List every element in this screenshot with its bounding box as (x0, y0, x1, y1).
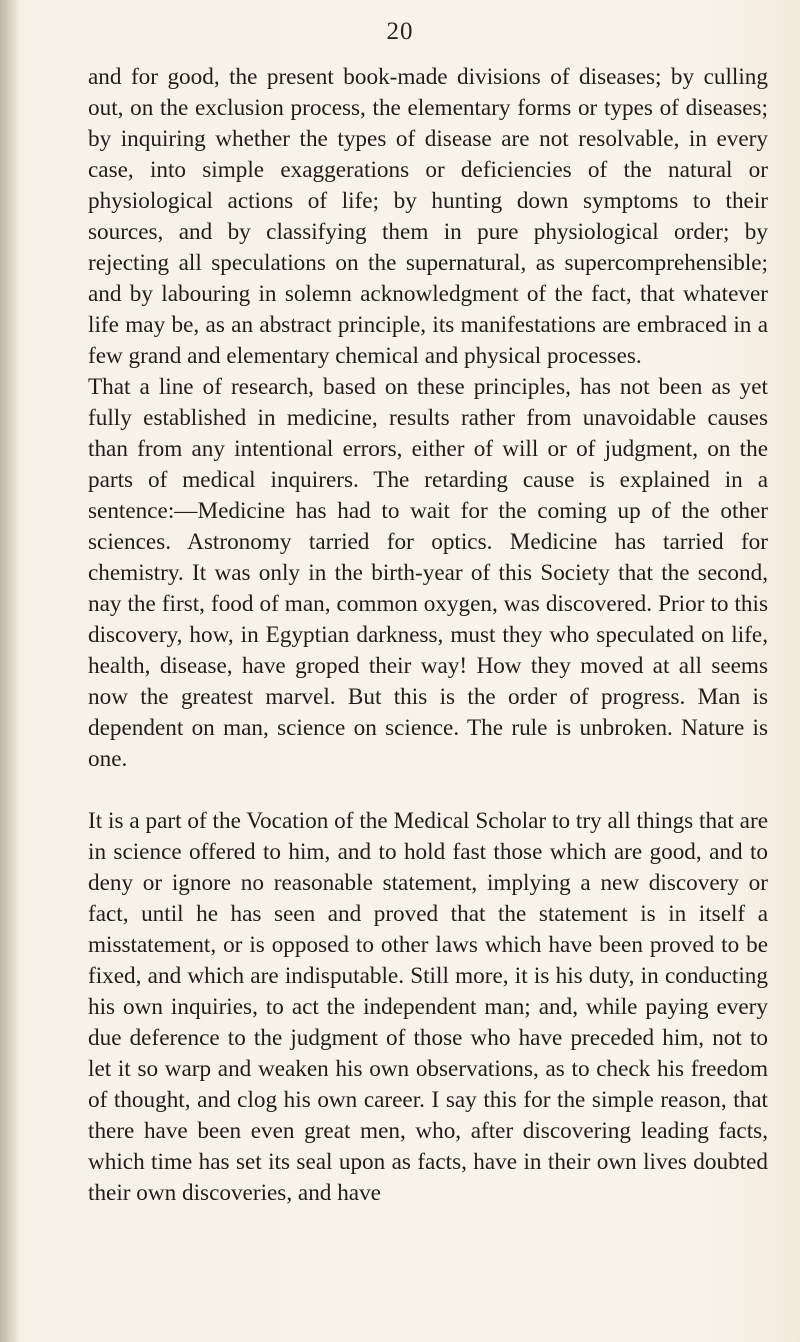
paragraph-vocation: It is a part of the Vocation of the Medical Scholar to try all things that are in science offered to him, and to hold fast those which are good, and to deny or ignore no reasonable statement, implying a new discovery or fact, until he has seen and proved that the statement is in itself a misstatement, or is opposed to other laws which have been proved to be fixed, and which are indisputable. Still more, it is his duty, in conducting his own inquiries, to act the independent man; and, while paying every due deference to the judgment of those who have preceded him, not to let it so warp and weaken his own observations, as to check his freedom of thought, and clog his own career. I say this for the simple reason, that there have been even great men, who, after discovering leading facts, which time has set its seal upon as facts, have in their own lives doubted their own discoveries, and have (88, 808, 768, 1206)
paragraph-continuation: and for good, the present book-made divisions of diseases; by culling out, on the exclusion process, the elementary forms or types of diseases; by inquiring whether the types of disease are not resolvable, in every case, into simple exaggerations or deficiencies of the natural or physiological actions of life; by hunting down symptoms to their sources, and by classifying them in pure physiological order; by rejecting all speculations on the supernatural, as supercomprehensible; and by labouring in solemn acknowledgment of the fact, that whatever life may be, as an abstract principle, its manifestations are embraced in a few grand and elementary chemical and physical processes. (88, 64, 768, 369)
paragraph-retarding-cause: That a line of research, based on these principles, has not been as yet fully established in medicine, results rather from unavoidable causes than from any intentional errors, either of will or of judgment, on the parts of medical inquirers. The retarding cause is explained in a sentence:—Medicine has had to wait for the coming up of the other sciences. Astronomy tarried for optics. Medicine has tarried for chemistry. It was only in the birth-year of this Society that the second, nay the first, food of man, common oxygen, was discovered. Prior to this discovery, how, in Egyptian darkness, must they who speculated on life, health, disease, have groped their way! How they moved at all seems now the greatest marvel. But this is the order of progress. Man is dependent on man, science on science. The rule is unbroken. Nature is one. (88, 374, 768, 772)
body-text (88, 62, 768, 1209)
page-number: 20 (386, 18, 414, 45)
section-gap (88, 775, 768, 806)
spine-shadow (0, 0, 20, 1342)
